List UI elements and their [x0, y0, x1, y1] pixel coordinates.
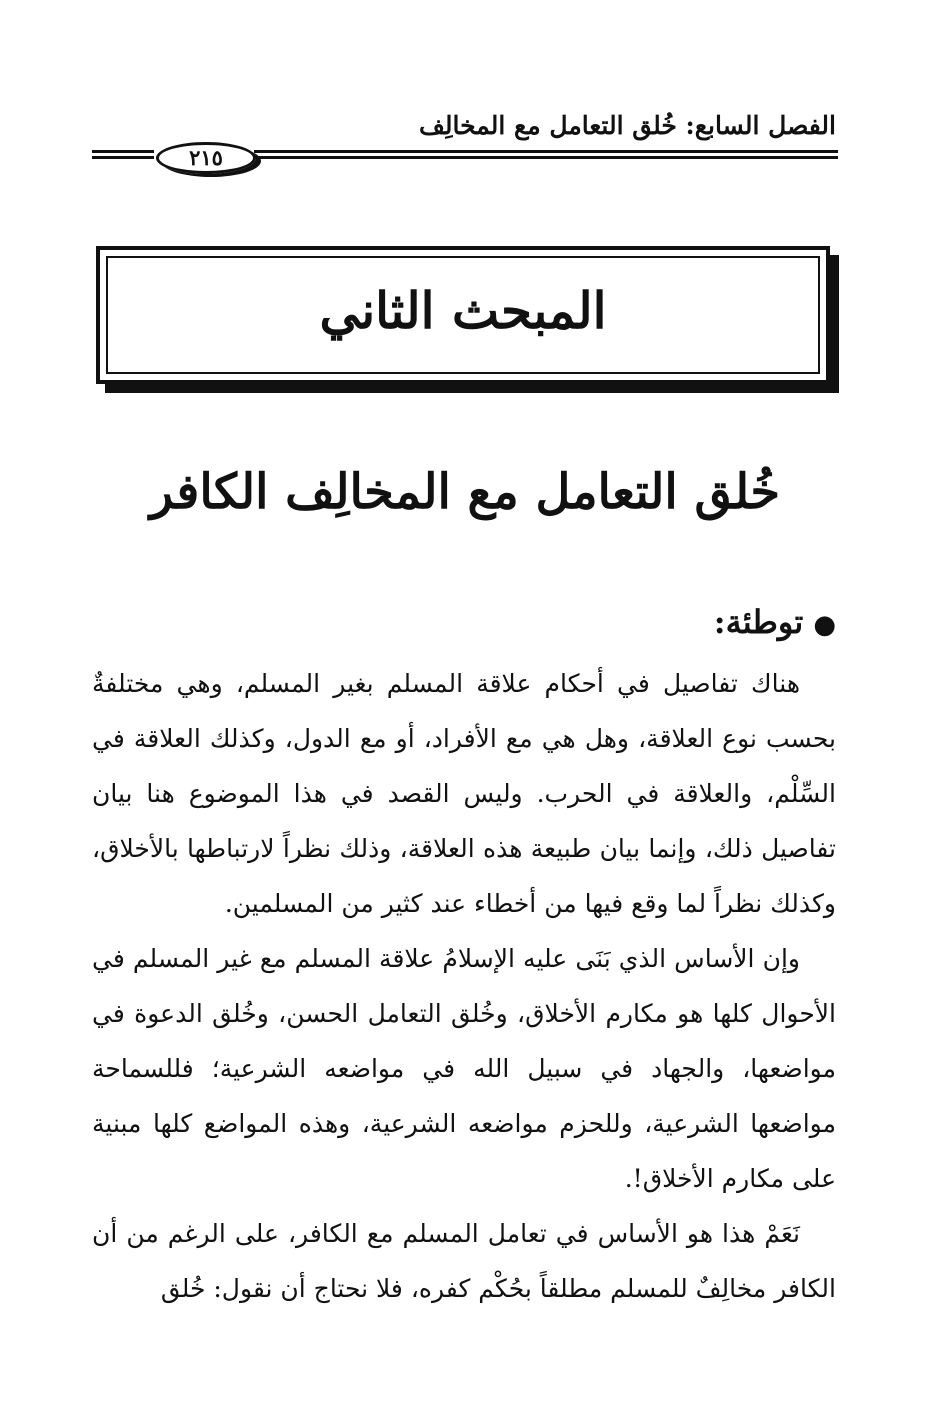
page-number: ٢١٥	[156, 142, 256, 174]
intro-heading	[92, 597, 836, 650]
running-header-title: الفصل السابع: خُلق التعامل مع المخالِف	[419, 111, 836, 140]
paragraph: نَعَمْ هذا هو الأساس في تعامل المسلم مع الكافر، على الرغم من أن الكافر مخالِفٌ للمسلم مطلقاً بحُكْم كفره، فلا نحتاج أن نقول: خُلق	[92, 1219, 836, 1303]
header-rule-left	[92, 150, 154, 159]
header-rule	[92, 142, 838, 178]
header-rule-right	[254, 150, 838, 159]
intro-heading-label: توطئة:	[713, 603, 804, 641]
bullet-icon: ●	[813, 610, 836, 640]
paragraph: هناك تفاصيل في أحكام علاقة المسلم بغير المسلم، وهي مختلفةٌ بحسب نوع العلاقة، وهل هي مع الأفراد، أو مع الدول، وكذلك العلاقة في السِّلْم، والعلاقة في الحرب. وليس القصد في هذا الموضوع هنا بيان تفاصيل ذلك، وإنما بيان طبيعة هذه العلاقة، وذلك نظراً لارتباطها بالأخلاق، وكذلك نظراً لما وقع فيها من أخطاء عند كثير من المسلمين.	[92, 669, 836, 918]
body-text	[92, 656, 836, 1316]
section-title-frame	[96, 246, 830, 384]
section-title: المبحث الثاني	[319, 281, 607, 340]
paragraph: وإن الأساس الذي بَنَى عليه الإسلامُ علاقة المسلم مع غير المسلم في الأحوال كلها هو مكارم الأخلاق، وخُلق التعامل الحسن، وخُلق الدعوة في مواضعها، والجهاد في سبيل الله في مواضعه الشرعية؛ فللسماحة مواضعها الشرعية، وللحزم مواضعه الشرعية، وهذه المواضع كلها مبنية على مكارم الأخلاق!.	[92, 944, 836, 1193]
section-subtitle: خُلق التعامل مع المخالِف الكافر	[149, 464, 781, 520]
